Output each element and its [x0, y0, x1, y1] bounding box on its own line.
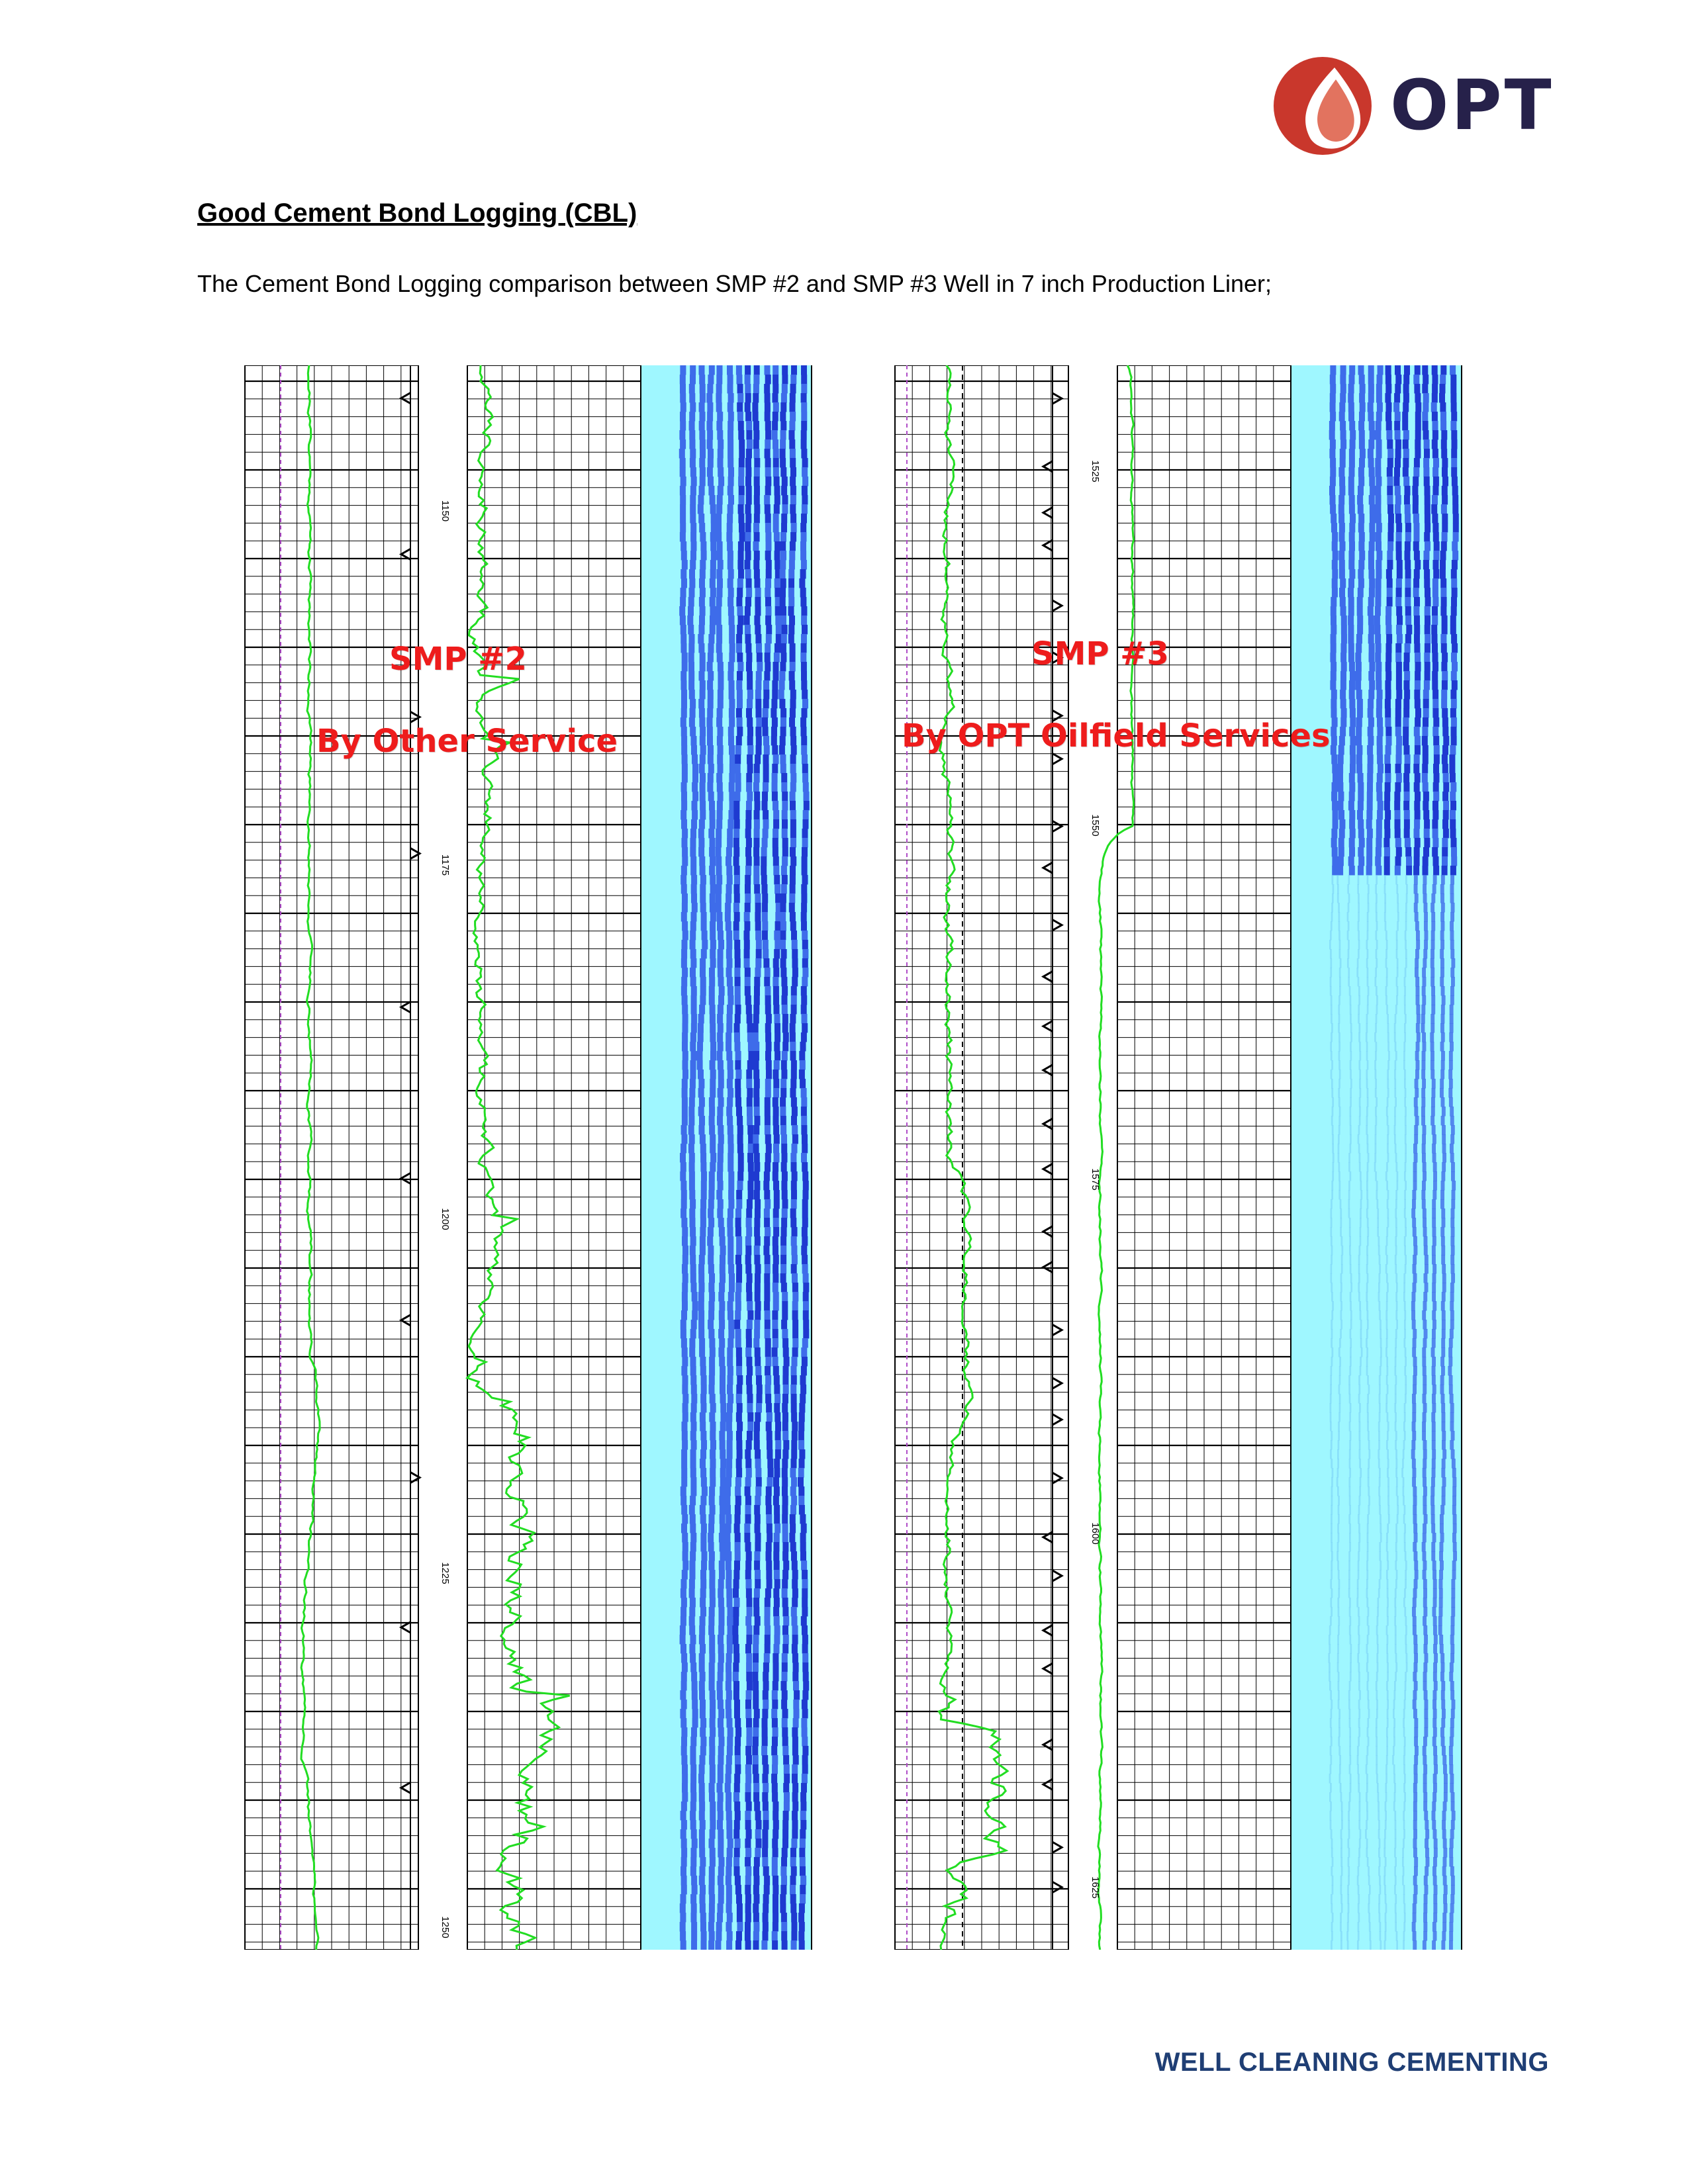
- smp2-well-label: SMP #2: [389, 641, 527, 678]
- smp2-log-panel: [244, 365, 813, 1950]
- smp3-vdl-track: [1291, 365, 1462, 1950]
- smp3-depth-label-1600: 1600: [1090, 1522, 1101, 1545]
- smp2-track-2-grid: [467, 365, 641, 1950]
- opt-drop-icon: [1271, 53, 1377, 159]
- smp3-depth-label-1525: 1525: [1090, 460, 1101, 482]
- smp3-well-label: SMP #3: [1031, 635, 1169, 672]
- smp3-depth-label-1575: 1575: [1090, 1168, 1101, 1191]
- smp3-track-2-grid: [1117, 365, 1291, 1950]
- smp2-depth-label-1150: 1150: [440, 500, 451, 522]
- smp3-log-panel: [894, 365, 1463, 1950]
- smp2-depth-label-1200: 1200: [440, 1208, 451, 1230]
- smp2-depth-label-1250: 1250: [440, 1916, 451, 1938]
- smp3-depth-label-1625: 1625: [1090, 1876, 1101, 1899]
- smp2-track-1-grid: [245, 365, 418, 1950]
- logo-wordmark: OPT: [1390, 65, 1554, 146]
- smp3-service-label: By OPT Oilfield Services: [902, 717, 1331, 754]
- smp2-depth-label-1175: 1175: [440, 854, 451, 876]
- opt-logo: [1271, 53, 1554, 159]
- intro-paragraph: The Cement Bond Logging comparison between SMP #2 and SMP #3 Well in 7 inch Production Liner;: [197, 270, 1272, 297]
- smp2-depth-label-1225: 1225: [440, 1562, 451, 1584]
- smp3-track-1-grid: [895, 365, 1068, 1950]
- smp3-depth-label-1550: 1550: [1090, 814, 1101, 837]
- smp2-vdl-track: [641, 365, 812, 1950]
- smp2-service-label: By Other Service: [316, 723, 618, 760]
- page-heading: Good Cement Bond Logging (CBL): [197, 199, 637, 228]
- footer-title: WELL CLEANING CEMENTING: [1154, 2048, 1549, 2077]
